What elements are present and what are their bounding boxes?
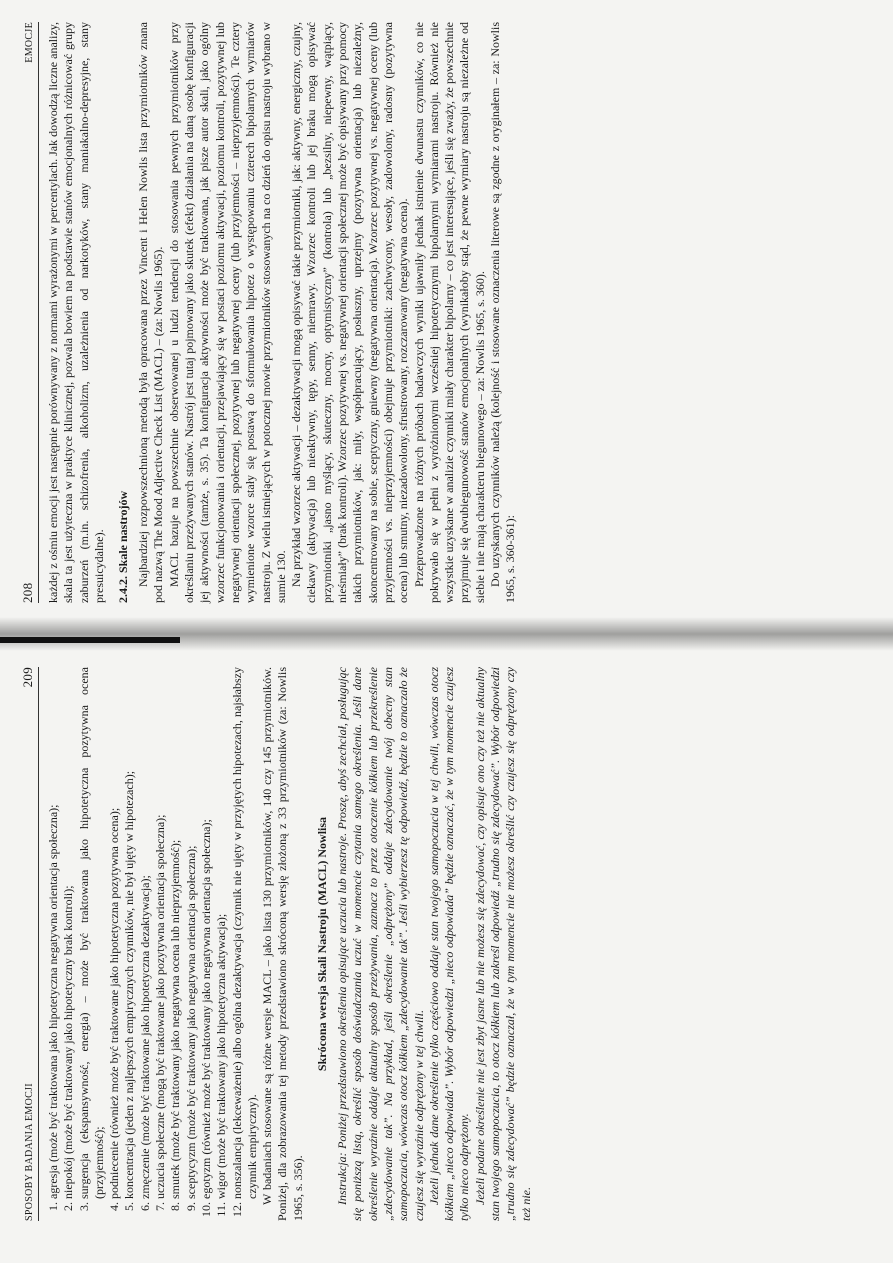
instruction-paragraph: Instrukcja: Poniżej przedstawiono określenia opisujące uczucia lub nastroje. Proszę, abyś zechciał, posługując się poniższą listą, określić sposób doświadczania uczuć w momencie czytania samego określenia. Jeśli dane określenie wyraźnie oddaje aktualny sposób przeżywania, zaznacz to przez otoczenie kółkiem lub przekreślenie „zdecydowanie tak”. Na przykład, jeśli określenie „odprężony” oddaje zdecydowanie twój obecny stan samopoczucia, wówczas otocz kółkiem „zdecydowanie tak”. Jeśli wybierzesz tę odpowiedź, będzie to oznaczało że czujesz się wyraźnie odprężony w tej chwili. xyxy=(335,667,426,1221)
paragraph: Najbardziej rozpowszechnioną metodą była opracowana przez Vincent i Helen Nowlis lista przymiotników znana pod nazwą The Mood Adjective Check List (MACL) – (za: Nowlis 1965). xyxy=(136,22,166,603)
running-head: SPOSOBY BADANIA EMOCJI xyxy=(24,1083,35,1221)
instruction-paragraph: Jeżeli jednak dane określenie tylko częściowo oddaje stan twojego samopoczucia w tej chwili, wówczas otocz kółkiem „nieco odpowiada”. Wybór odpowiedzi „nieco odpowiada” będzie oznaczać, że w tym momencie czujesz tylko nieco odprężony. xyxy=(426,667,472,1221)
instruction-paragraph: Jeżeli podane określenie nie jest zbyt jasne lub nie możesz się zdecydować, czy opisuje ono czy też nie aktualny stan twojego samopoczucia, to otocz kółkiem lub zakreśl odpowiedź „trudno się zdecydować”. Wybór odpowiedzi „trudno się zdecydować” będzie oznaczał, że w tym momencie nie możesz określić czy czujesz się odprężony czy też nie. xyxy=(472,667,533,1221)
list-item: 11. wigor (może być traktowany jako hipotetyczna aktywacja); xyxy=(214,667,229,1199)
list-item: 2. niepokój (może być traktowany jako hipotetyczny brak kontroli); xyxy=(61,667,76,1199)
list-item: 8. smutek (może być traktowany jako negatywna ocena lub nieprzyjemność); xyxy=(168,667,183,1199)
list-item: 9. sceptycyzm (może być traktowany jako negatywna orientacja społeczna); xyxy=(184,667,199,1199)
binding-shadow xyxy=(0,637,180,643)
paragraph: Na przykład wzorzec aktywacji – dezaktywacji mogą opisywać takie przymiotniki, jak: aktywny, energiczny, czujny, ciekawy (aktywacja) lub nieaktywny, tępy, senny, niemrawy. Wzorzec kontroli lub jej braku mogą opisywać przymiotniki „jasno myślący, skuteczny, mocny, optymistyczny” (kontrola) lub „bezsilny, niepewny, wątpiący, nieśmiały” (brak kontroli). Wzorzec pozytywnej vs. negatywnej orientacji społecznej może być opisywany przy pomocy takich przymiotników, jak: miły, współpracujący, posłuszny, uprzejmy (pozytywna orientacja) lub niezależny, skoncentrowany na sobie, sceptyczny, gniewny (negatywna orientacja). Wzorzec pozytywnej vs. negatywnej oceny (lub przyjemności vs. nieprzyjemności) obejmuje przymiotniki: zachwycony, wesoły, zadowolony, radosny (pozytywna ocena) lub smutny, niezadowolony, sfrustrowany, rozczarowany (negatywna ocena). xyxy=(289,22,411,603)
list-item: 6. zmęczenie (może być traktowane jako hipotetyczna dezaktywacja); xyxy=(138,667,153,1199)
page-208 xyxy=(0,0,893,621)
running-header-209 xyxy=(20,667,39,1221)
section-heading: 2.4.2. Skale nastrojów xyxy=(116,490,131,603)
paragraph: Przeprowadzone na różnych próbach badawczych wyniki ujawniły jednak istnienie dwunastu czynników, co nie pokrywało się w pełni z wyróżnionymi wcześniej hipotetycznymi bipolarnymi wymiarami nastroju. Również nie wszystkie uzyskane w analizie czynniki miały charakter bipolarny – co jest interesujące, jeśli się zważy, że powszechnie przyjmuje się dwubiegunowość stanów emocjonalnych (wynikałoby stąd, że pewne wymiary nastroju są niezależne od siebie i nie mają charakteru biegunowego – za: Nowlis 1965, s. 360). xyxy=(411,22,487,603)
paragraph: W badaniach stosowane są różne wersje MACL – jako lista 130 przymiotników, 140 czy 145 przymiotników. Poniżej, dla zobrazowania tej metody przedstawiono skróconą wersję złożoną z 33 przymiotników (za: Nowlis 1965, s. 356). xyxy=(260,667,305,1221)
subheading: Skrócona wersja Skali Nastroju (MACL) Nowlisa xyxy=(315,816,330,1072)
list-item: 3. surgencja (ekspansywność, energia) – może być traktowana jako hipotetyczna pozytywna ocena (przyjemność); xyxy=(77,667,108,1199)
list-item: 7. uczucia społeczne (mogą być traktowane jako pozytywna orientacja społeczna); xyxy=(153,667,168,1199)
list-item: 12. nonszalancja (lekceważenie) albo ogólna dezaktywacja (czynnik nie ujęty w przyjętych hipotezach, najsłabszy czynnik empiryczny). xyxy=(230,667,261,1199)
list-item: 1. agresja (może być traktowana jako hipotetyczna negatywna orientacja społeczna); xyxy=(46,667,61,1199)
page-number: 209 xyxy=(20,667,35,688)
book-spine-shadow xyxy=(0,617,893,651)
page-209 xyxy=(0,645,893,1263)
factor-list xyxy=(46,667,260,1221)
paragraph: każdej z ośmiu emocji jest następnie porównywany z normami wyrażonymi w percentylach. Jak dowodzą liczne analizy, skala ta jest użyteczna w praktyce klinicznej, pozwala bowiem na podstawie stanów emocjonalnych różnicować grupy zaburzeń (m.in. schizofrenia, alkoholizm, uzależnienia od narkotyków, stany maniakalno-depresyjne, stany presuicydalne). xyxy=(46,22,106,603)
list-item: 10. egotyzm (również może być traktowany jako negatywna orientacja społeczna); xyxy=(199,667,214,1199)
paragraph: Do uzyskanych czynników należą (kolejność i stosowane oznaczenia literowe są zgodne z oryginałem – za: Nowlis 1965, s. 360-361): xyxy=(488,22,518,603)
paragraph: MACL bazuje na powszechnie obserwowanej u ludzi tendencji do stosowania pewnych przymiotników przy określaniu przeżywanych stanów. Nastrój jest tutaj pojmowany jako skutek (efekt) działania na daną osobę konfiguracji jej aktywności (tamże, s. 35). Ta konfiguracja aktywności może być traktowana, jak pisze autor skali, jako ogólny wzorzec funkcjonowania i orientacji, przejawiający się w postaci poziomu aktywacji, poziomu kontroli, pozytywnej lub negatywnej orientacji społecznej, pozytywnej lub negatywnej oceny (lub przyjemności – nieprzyjemności). Te cztery wymienione wzorce stały się postawą do sformułowania hipotez o występowaniu czterech bipolarnych wymiarów nastroju. Z wielu istniejących w potocznej mowie przymiotników stosowanych na co dzień do opisu nastroju wybrano w sumie 130. xyxy=(166,22,288,603)
list-item: 5. koncentracja (jeden z najlepszych empirycznych czynników, nie był ujęty w hipotezach); xyxy=(122,667,137,1199)
page-number: 208 xyxy=(20,582,35,603)
list-item: 4. podniecenie (również może być traktowane jako hipotetyczna pozytywna ocena); xyxy=(107,667,122,1199)
running-header-208 xyxy=(20,22,39,603)
running-head: EMOCJE xyxy=(24,22,35,63)
